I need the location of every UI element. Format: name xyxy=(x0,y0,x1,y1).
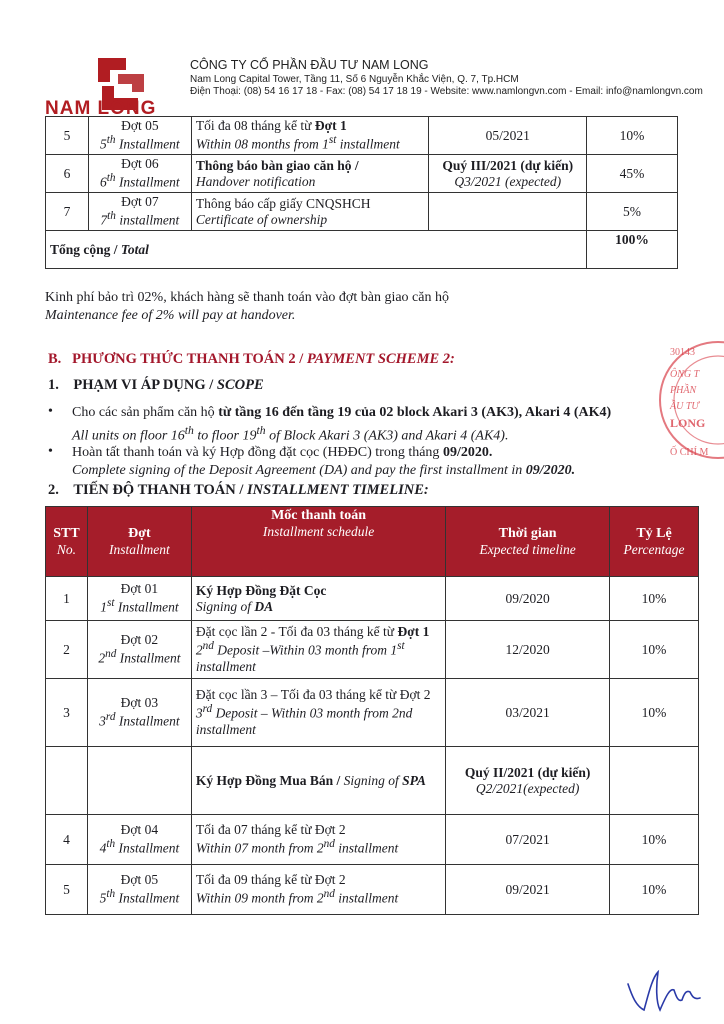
company-seal-stamp xyxy=(658,335,724,465)
row-no xyxy=(46,747,88,815)
installment-cell xyxy=(87,747,191,815)
timeline-cell: Quý III/2021 (dự kiến) Q3/2021 (expected) xyxy=(429,155,587,193)
schedule-en: Certificate of ownership xyxy=(195,211,328,227)
section-b-heading: B. PHƯƠNG THỨC THANH TOÁN 2 / PAYMENT SCHEME 2: xyxy=(48,351,455,367)
installment-en: 5th Installment xyxy=(100,134,180,152)
installment-en: 6th Installment xyxy=(100,172,180,190)
company-name: CÔNG TY CỔ PHẦN ĐẦU TƯ NAM LONG xyxy=(190,58,429,72)
table-row xyxy=(46,155,678,193)
schedule-cell: Đặt cọc lần 3 – Tối đa 03 tháng kể từ Đợt 2 3rd Deposit – Within 03 month from 2nd installment xyxy=(191,679,445,747)
installment-cell: Đợt 04 4th Installment xyxy=(87,815,191,865)
maintenance-vn: Kinh phí bảo trì 02%, khách hàng sẽ thanh toán vào đợt bàn giao căn hộ xyxy=(45,290,449,305)
scope-heading: 1. PHẠM VI ÁP DỤNG / SCOPE xyxy=(48,377,264,393)
schedule-cell: Tối đa 07 tháng kể từ Đợt 2 Within 07 month from 2nd installment xyxy=(191,815,445,865)
bullet-icon: • xyxy=(48,444,53,459)
installment-cell: Đợt 05 5th Installment xyxy=(87,865,191,915)
schedule-cell: Đặt cọc lần 2 - Tối đa 03 tháng kể từ Đợt 1 2nd Deposit –Within 03 month from 1st installment xyxy=(191,621,445,679)
installment-vn: Đợt 05 xyxy=(121,118,159,134)
table-row xyxy=(46,193,678,231)
table-row xyxy=(46,621,699,679)
schedule-cell xyxy=(191,155,429,193)
payment-table-1 xyxy=(45,116,678,269)
schedule-cell: Ký Hợp Đồng Mua Bán / Signing of SPA xyxy=(191,747,445,815)
percent-cell: 10% xyxy=(610,577,699,621)
stamp-text: Ố CHÍ M xyxy=(670,447,709,458)
schedule-vn: Tối đa 08 tháng kể từ Đợt 1 xyxy=(195,118,347,134)
installment-cell: Đợt 02 2nd Installment xyxy=(87,621,191,679)
stamp-text: ÔNG T xyxy=(670,369,700,380)
percent-cell: 10% xyxy=(610,679,699,747)
total-label: Tổng cộng / Total xyxy=(46,231,587,269)
schedule-cell xyxy=(191,193,429,231)
scope-bullet-1-en: All units on floor 16th to floor 19th of Block Akari 3 (AK3) and Akari 4 (AK4). xyxy=(72,424,509,444)
timeline-cell: 03/2021 xyxy=(446,679,610,747)
stamp-text: ẦU TƯ xyxy=(670,401,699,412)
installment-vn: Đợt 06 xyxy=(121,156,159,172)
scope-bullet-1-vn: Cho các sản phẩm căn hộ từ tầng 16 đến tầng 19 của 02 block Akari 3 (AK3), Akari 4 (AK4) xyxy=(72,405,612,420)
stamp-text: PHẦN xyxy=(670,385,697,396)
installment-cell xyxy=(88,117,191,155)
company-header xyxy=(190,58,703,98)
schedule-cell: Ký Hợp Đồng Đặt Cọc Signing of DA xyxy=(191,577,445,621)
schedule-cell: Tối đa 09 tháng kể từ Đợt 2 Within 09 month from 2nd installment xyxy=(191,865,445,915)
timeline-cell: 05/2021 xyxy=(429,117,587,155)
table-header-row xyxy=(46,507,699,577)
installment-cell xyxy=(88,155,191,193)
stamp-text: LONG xyxy=(670,416,706,430)
row-no: 6 xyxy=(46,155,89,193)
table-row xyxy=(46,815,699,865)
stamp-text: 30143 xyxy=(670,347,695,358)
row-no: 5 xyxy=(46,865,88,915)
schedule-vn: Thông báo bàn giao căn hộ / xyxy=(195,157,359,173)
timeline-cell: 09/2020 xyxy=(446,577,610,621)
percent-cell: 10% xyxy=(587,117,678,155)
company-contact: Điện Thoại: (08) 54 16 17 18 - Fax: (08) 54 17 18 19 - Website: www.namlongvn.com - Email: info@namlongvn.com xyxy=(190,86,703,97)
table-row xyxy=(46,865,699,915)
schedule-cell xyxy=(191,117,429,155)
company-address: Nam Long Capital Tower, Tầng 11, Số 6 Nguyễn Khắc Viện, Q. 7, Tp.HCM xyxy=(190,74,519,85)
schedule-vn: Thông báo cấp giấy CNQSHCH xyxy=(195,195,371,211)
percent-cell: 10% xyxy=(610,865,699,915)
schedule-en: Within 08 months from 1st installment xyxy=(195,134,400,152)
scope-bullet-2-vn: Hoàn tất thanh toán và ký Hợp đồng đặt cọc (HĐĐC) trong tháng 09/2020. xyxy=(72,445,493,460)
installment-cell xyxy=(88,193,191,231)
row-no: 4 xyxy=(46,815,88,865)
table-row xyxy=(46,679,699,747)
bullet-icon: • xyxy=(48,404,53,419)
timeline-cell: 09/2021 xyxy=(446,865,610,915)
installment-cell: Đợt 03 3rd Installment xyxy=(87,679,191,747)
maintenance-en: Maintenance fee of 2% will pay at handover. xyxy=(45,308,296,323)
installment-vn: Đợt 07 xyxy=(121,194,159,210)
installment-cell: Đợt 01 1st Installment xyxy=(87,577,191,621)
header-no: STT No. xyxy=(46,507,88,577)
percent-cell xyxy=(610,747,699,815)
scope-bullet-2-en: Complete signing of the Deposit Agreement (DA) and pay the first installment in 09/2020. xyxy=(72,463,576,478)
schedule-en: Handover notification xyxy=(195,173,316,189)
header-installment: Đợt Installment xyxy=(87,507,191,577)
row-no: 3 xyxy=(46,679,88,747)
installment-en: 7th installment xyxy=(100,210,180,228)
percent-cell: 10% xyxy=(610,815,699,865)
timeline-cell: Quý II/2021 (dự kiến) Q2/2021(expected) xyxy=(446,747,610,815)
payment-table-2 xyxy=(45,506,699,915)
row-no: 7 xyxy=(46,193,89,231)
percent-cell: 45% xyxy=(587,155,678,193)
header-timeline: Thời gian Expected timeline xyxy=(446,507,610,577)
header-schedule: Mốc thanh toán Installment schedule xyxy=(191,507,445,577)
table-row xyxy=(46,117,678,155)
row-no: 1 xyxy=(46,577,88,621)
timeline-heading: 2. TIẾN ĐỘ THANH TOÁN / INSTALLMENT TIMELINE: xyxy=(48,482,429,498)
table-row-spa xyxy=(46,747,699,815)
table-row xyxy=(46,577,699,621)
timeline-cell: 12/2020 xyxy=(446,621,610,679)
header-percentage: Tỷ Lệ Percentage xyxy=(610,507,699,577)
handwritten-signature xyxy=(626,966,706,1016)
percent-cell: 5% xyxy=(587,193,678,231)
row-no: 2 xyxy=(46,621,88,679)
row-no: 5 xyxy=(46,117,89,155)
timeline-cell xyxy=(429,193,587,231)
percent-cell: 10% xyxy=(610,621,699,679)
total-percent: 100% xyxy=(587,231,678,269)
timeline-cell: 07/2021 xyxy=(446,815,610,865)
brand-name: NAM LONG xyxy=(45,98,157,119)
total-row xyxy=(46,231,678,269)
